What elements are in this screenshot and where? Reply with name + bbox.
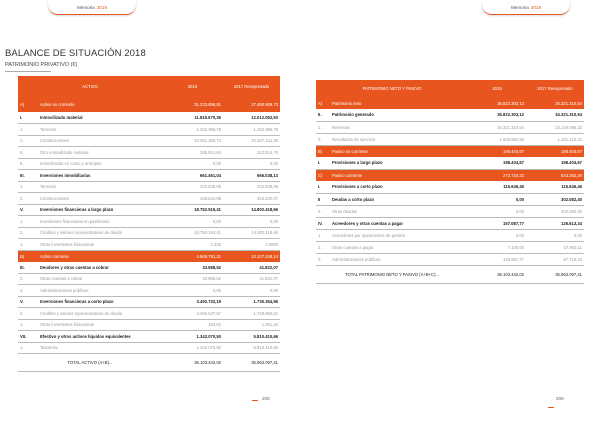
- right-header-tab: [482, 0, 570, 15]
- title-separator: [5, 71, 51, 72]
- activo-row-2018: 11.819.670,36: [162, 112, 223, 124]
- left-header-text: Memoria: [76, 4, 95, 10]
- activo-row-code: 2.: [18, 227, 38, 239]
- pasivo-row-2017: 67.710,23: [526, 253, 584, 265]
- activo-row-code: I.: [18, 112, 38, 124]
- activo-row-2017: 322.514,79: [223, 147, 280, 159]
- page-number-left-marker: [252, 400, 258, 401]
- right-header-text: Memoria: [510, 4, 529, 10]
- activo-row: [18, 227, 280, 239]
- pasivo-header-2017: 2017 Reexpresado: [526, 80, 584, 97]
- activo-row-2018: 285.914,84: [162, 147, 223, 159]
- activo-row-code: B): [18, 250, 38, 262]
- activo-row-code: 2.: [18, 135, 38, 147]
- activo-row-2018: 18.752.519,41: [162, 204, 223, 216]
- activo-row-2018: 0,00: [162, 216, 223, 228]
- pasivo-row-2017: 198.404,67: [526, 157, 584, 169]
- pasivo-row-2017: 115.646,46: [526, 181, 584, 193]
- pasivo-row-2018: 198.404,67: [468, 145, 526, 157]
- activo-row-2018: 0,00: [162, 158, 223, 170]
- activo-row-2018: 3.492.547,57: [162, 308, 223, 320]
- activo-row: [18, 250, 280, 262]
- pasivo-row: [316, 133, 584, 145]
- pasivo-row: [316, 253, 584, 265]
- activo-row-code: 4.: [18, 239, 38, 251]
- pasivo-row: [316, 169, 584, 181]
- activo-row-2017: 5.810.410,66: [223, 342, 280, 354]
- pasivo-header-row: [316, 80, 584, 97]
- activo-row-2017: 2.3000: [223, 239, 280, 251]
- activo-row-2018: 10.281.358,73: [162, 135, 223, 147]
- pasivo-row-label: Patrimonio neto: [330, 97, 468, 109]
- activo-row-code: 2.: [18, 193, 38, 205]
- activo-row: [18, 204, 280, 216]
- activo-row: [18, 124, 280, 136]
- activo-row: [18, 273, 280, 285]
- pasivo-row-2018: 35.822.303,12: [468, 97, 526, 109]
- pasivo-header-label: PATRIMONIO NETO Y PASIVO: [316, 80, 468, 97]
- activo-row: [18, 331, 280, 343]
- activo-row-label: Tesorería: [38, 342, 162, 354]
- pasivo-row-code: 3.: [316, 133, 330, 145]
- activo-row-code: 1.: [18, 216, 38, 228]
- activo-row-code: III.: [18, 262, 38, 274]
- activo-row-2017: 443.200,07: [223, 193, 280, 205]
- pasivo-row-code: 4.: [316, 205, 330, 217]
- pasivo-row-label: Provisiones a largo plazo: [330, 157, 468, 169]
- activo-row-code: 2.: [18, 308, 38, 320]
- activo-row-label: Inversiones financieras a corto plazo: [38, 296, 162, 308]
- activo-row-2017: 5.810.410,66: [223, 331, 280, 343]
- activo-row-label: Inversiones inmobiliarias: [38, 170, 162, 182]
- activo-row-2018: 1.342.070,50: [162, 342, 223, 354]
- activo-header-label: ACTIVO: [18, 76, 162, 96]
- activo-row: [18, 308, 280, 320]
- activo-row: [18, 193, 280, 205]
- activo-table-body: [18, 96, 280, 372]
- activo-row-2018: 3.492.732,19: [162, 296, 223, 308]
- activo-row-label: Otras inversiones financieras: [38, 319, 162, 331]
- activo-row: [18, 216, 280, 228]
- pasivo-row-label: Acreedores y otras cuentas a pagar: [330, 217, 468, 229]
- activo-row-code: V.: [18, 204, 38, 216]
- pasivo-row-label: Reservas: [330, 121, 468, 133]
- pasivo-row-2017: 198.404,67: [526, 145, 584, 157]
- page-number-right-marker: [548, 407, 554, 408]
- activo-row-2017: 35.063.097,41: [223, 354, 280, 372]
- activo-row-2017: 14.800.118,66: [223, 227, 280, 239]
- pasivo-row-2017: 35.063.097,41: [526, 265, 584, 283]
- pasivo-row-label: Pasivo corriente: [330, 169, 468, 181]
- pasivo-row: [316, 265, 584, 283]
- activo-row-label: Inmovilizado en curso y anticipos: [38, 158, 162, 170]
- activo-row-label: Activo no corriente: [38, 96, 162, 112]
- activo-row-2017: 0,00: [223, 285, 280, 297]
- activo-row-code: 1.: [18, 124, 38, 136]
- pasivo-row-label: Acreedores por operaciones de gestión: [330, 229, 468, 241]
- activo-row-2018: 222.838,06: [162, 181, 223, 193]
- pasivo-row-code: B): [316, 145, 330, 157]
- pasivo-row-2017: 57.903,11: [526, 241, 584, 253]
- activo-row-label: Otras inversiones financieras: [38, 239, 162, 251]
- activo-row-2018: 1.342.070,50: [162, 331, 223, 343]
- activo-row-2017: 41.822,07: [223, 262, 280, 274]
- activo-row: [18, 170, 280, 182]
- pasivo-row-code: IV.: [316, 217, 330, 229]
- activo-row-2017: 12.012.052,93: [223, 112, 280, 124]
- pasivo-row: [316, 193, 584, 205]
- pasivo-row-2017: 1.181.215,22: [526, 133, 584, 145]
- pasivo-row-2017: 125.613,34: [526, 217, 584, 229]
- activo-row: [18, 135, 280, 147]
- pasivo-row-2018: 115.646,46: [468, 181, 526, 193]
- pasivo-row: [316, 97, 584, 109]
- activo-row-label: TOTAL ACTIVO (A+B)...: [18, 354, 162, 372]
- pasivo-row: [316, 217, 584, 229]
- activo-row-code: VII.: [18, 331, 38, 343]
- activo-row-label: Activo corriente: [38, 250, 162, 262]
- pasivo-row-2017: 543.382,20: [526, 169, 584, 181]
- pasivo-row-label: Administraciones públicas: [330, 253, 468, 265]
- pasivo-row-label: Provisiones a corto plazo: [330, 181, 468, 193]
- activo-row-2018: 18.750.194,41: [162, 227, 223, 239]
- pasivo-row-label: Patrimonio generado: [330, 109, 468, 121]
- activo-row-2018: 33.988,52: [162, 262, 223, 274]
- pasivo-row-2017: 302.082,40: [526, 205, 584, 217]
- activo-row-2018: 661.461,04: [162, 170, 223, 182]
- pasivo-row-code: C): [316, 169, 330, 181]
- pasivo-row-code: 2.: [316, 241, 330, 253]
- page-number-left: 208: [262, 396, 270, 401]
- pasivo-row-2018: 272.734,23: [468, 169, 526, 181]
- activo-row-2017: 1.361,34: [223, 319, 280, 331]
- pasivo-row: [316, 121, 584, 133]
- activo-row-code: V.: [18, 296, 38, 308]
- activo-row-label: Inmovilizado material: [38, 112, 162, 124]
- activo-row-2017: 1.730.354,96: [223, 296, 280, 308]
- activo-row-label: Otras cuentas a cobrar: [38, 273, 162, 285]
- pasivo-row-2017: 33.140.095,32: [526, 121, 584, 133]
- activo-row-2017: 10.437.141,35: [223, 135, 280, 147]
- pasivo-row-2018: 34.321.310,54: [468, 121, 526, 133]
- activo-row-2018: 2.325: [162, 239, 223, 251]
- pasivo-row: [316, 157, 584, 169]
- activo-row-code: 2.: [18, 273, 38, 285]
- activo-row: [18, 239, 280, 251]
- pasivo-row-2017: 34.321.310,54: [526, 109, 584, 121]
- pasivo-row-code: A): [316, 97, 330, 109]
- activo-row-2018: 33.988,52: [162, 273, 223, 285]
- pasivo-row-2018: 7.100,00: [468, 241, 526, 253]
- activo-row-code: A): [18, 96, 38, 112]
- pasivo-row: [316, 145, 584, 157]
- activo-row: [18, 96, 280, 112]
- activo-row-label: Construcciones: [38, 135, 162, 147]
- activo-row-code: 5.: [18, 147, 38, 159]
- pasivo-row-2018: 0,00: [468, 229, 526, 241]
- activo-row: [18, 354, 280, 372]
- pasivo-row-2018: 36.103.442,02: [468, 265, 526, 283]
- pasivo-row: [316, 109, 584, 121]
- activo-row-2017: 13.107.248,14: [223, 250, 280, 262]
- pasivo-row-2018: 0,00: [468, 205, 526, 217]
- activo-row-label: Efectivo y otros activos líquidos equivalentes: [38, 331, 162, 343]
- pasivo-row: [316, 241, 584, 253]
- pasivo-table: [316, 80, 584, 284]
- pasivo-row-label: Otras cuentas a pagar: [330, 241, 468, 253]
- activo-row-2017: 14.802.418,66: [223, 204, 280, 216]
- activo-row: [18, 342, 280, 354]
- activo-row-2018: 438.622,98: [162, 193, 223, 205]
- activo-row: [18, 158, 280, 170]
- activo-row-code: III.: [18, 170, 38, 182]
- activo-row-label: Otro inmovilizado material: [38, 147, 162, 159]
- pasivo-row-code: 1.: [316, 229, 330, 241]
- pasivo-row: [316, 229, 584, 241]
- pasivo-row-label: Pasivo no corriente: [330, 145, 468, 157]
- activo-row-label: Créditos y valores representativos de deuda: [38, 308, 162, 320]
- page-subtitle: PATRIMONIO PRIVATIVO (€): [5, 62, 78, 68]
- activo-row-label: Inversiones financieras a largo plazo: [38, 204, 162, 216]
- activo-row-label: Administraciones públicas: [38, 285, 162, 297]
- pasivo-row-2017: 0,00: [526, 229, 584, 241]
- page-number-right: 209: [556, 396, 564, 401]
- pasivo-row-2017: 302.082,40: [526, 193, 584, 205]
- pasivo-row-label: Resultados de ejercicio: [330, 133, 468, 145]
- activo-row-2018: 1.252.396,79: [162, 124, 223, 136]
- activo-row: [18, 181, 280, 193]
- pasivo-row-code: 3.: [316, 253, 330, 265]
- activo-row-2017: 0,00: [223, 216, 280, 228]
- activo-row-2017: 1.728.993,62: [223, 308, 280, 320]
- activo-row-2018: 4.869.791,21: [162, 250, 223, 262]
- pasivo-row-2018: 157.087,77: [468, 217, 526, 229]
- activo-header-2017: 2017 Reexpresado: [223, 76, 280, 96]
- pasivo-row: [316, 181, 584, 193]
- activo-row-2017: 27.480.509,73: [223, 96, 280, 112]
- pasivo-header-2018: 2018: [468, 80, 526, 97]
- pasivo-row-2018: 35.822.303,12: [468, 109, 526, 121]
- pasivo-row-2017: 34.321.310,54: [526, 97, 584, 109]
- activo-row-2017: 41.822,07: [223, 273, 280, 285]
- activo-row-2017: 666.038,13: [223, 170, 280, 182]
- activo-row: [18, 262, 280, 274]
- pasivo-row-code: II: [316, 193, 330, 205]
- pasivo-row-code: I.: [316, 157, 330, 169]
- activo-row-2018: 36.103.442,02: [162, 354, 223, 372]
- activo-row-2017: 1.252.396,79: [223, 124, 280, 136]
- pasivo-row-label: Deudas a corto plazo: [330, 193, 468, 205]
- activo-row-label: Deudores y otras cuentas a cobrar: [38, 262, 162, 274]
- activo-row: [18, 296, 280, 308]
- activo-row-label: Terrenos: [38, 124, 162, 136]
- right-header-year: 2018: [530, 4, 542, 10]
- activo-row-code: 1.: [18, 181, 38, 193]
- activo-row-2017: 0,00: [223, 158, 280, 170]
- pasivo-row-2018: 0,00: [468, 193, 526, 205]
- left-header-year: 2018: [96, 4, 108, 10]
- activo-header-row: [18, 76, 280, 96]
- activo-row-2018: 31.233.658,81: [162, 96, 223, 112]
- left-header-tab: [48, 0, 136, 15]
- pasivo-row-label: TOTAL PATRIMONIO NETO Y PASIVO (A+B+C)...: [316, 265, 468, 283]
- pasivo-row-code: I.: [316, 181, 330, 193]
- pasivo-row: [316, 205, 584, 217]
- activo-row-2017: 222.838,06: [223, 181, 280, 193]
- activo-row: [18, 147, 280, 159]
- page-title: BALANCE DE SITUACIÓN 2018: [5, 48, 146, 59]
- activo-row: [18, 112, 280, 124]
- activo-row-label: Construcciones: [38, 193, 162, 205]
- activo-row-code: 1.: [18, 342, 38, 354]
- activo-row: [18, 285, 280, 297]
- pasivo-row-2018: 198.404,67: [468, 157, 526, 169]
- activo-row-2018: 0,00: [162, 285, 223, 297]
- pasivo-row-code: 1.: [316, 121, 330, 133]
- activo-row-label: Créditos y valores representativos de deuda: [38, 227, 162, 239]
- activo-row-2018: 184,62: [162, 319, 223, 331]
- activo-table: [18, 76, 280, 372]
- pasivo-row-2018: 149.987,77: [468, 253, 526, 265]
- pasivo-row-label: Otras deudas: [330, 205, 468, 217]
- activo-header-2018: 2018: [162, 76, 223, 96]
- pasivo-row-2018: 1.500.992,58: [468, 133, 526, 145]
- pasivo-row-code: II.: [316, 109, 330, 121]
- activo-row-code: 3.: [18, 285, 38, 297]
- activo-row-label: Inversiones financieras en patrimonio: [38, 216, 162, 228]
- activo-row-code: 6.: [18, 158, 38, 170]
- activo-row-label: Terrenos: [38, 181, 162, 193]
- activo-row-code: 4.: [18, 319, 38, 331]
- activo-row: [18, 319, 280, 331]
- pasivo-table-body: [316, 97, 584, 283]
